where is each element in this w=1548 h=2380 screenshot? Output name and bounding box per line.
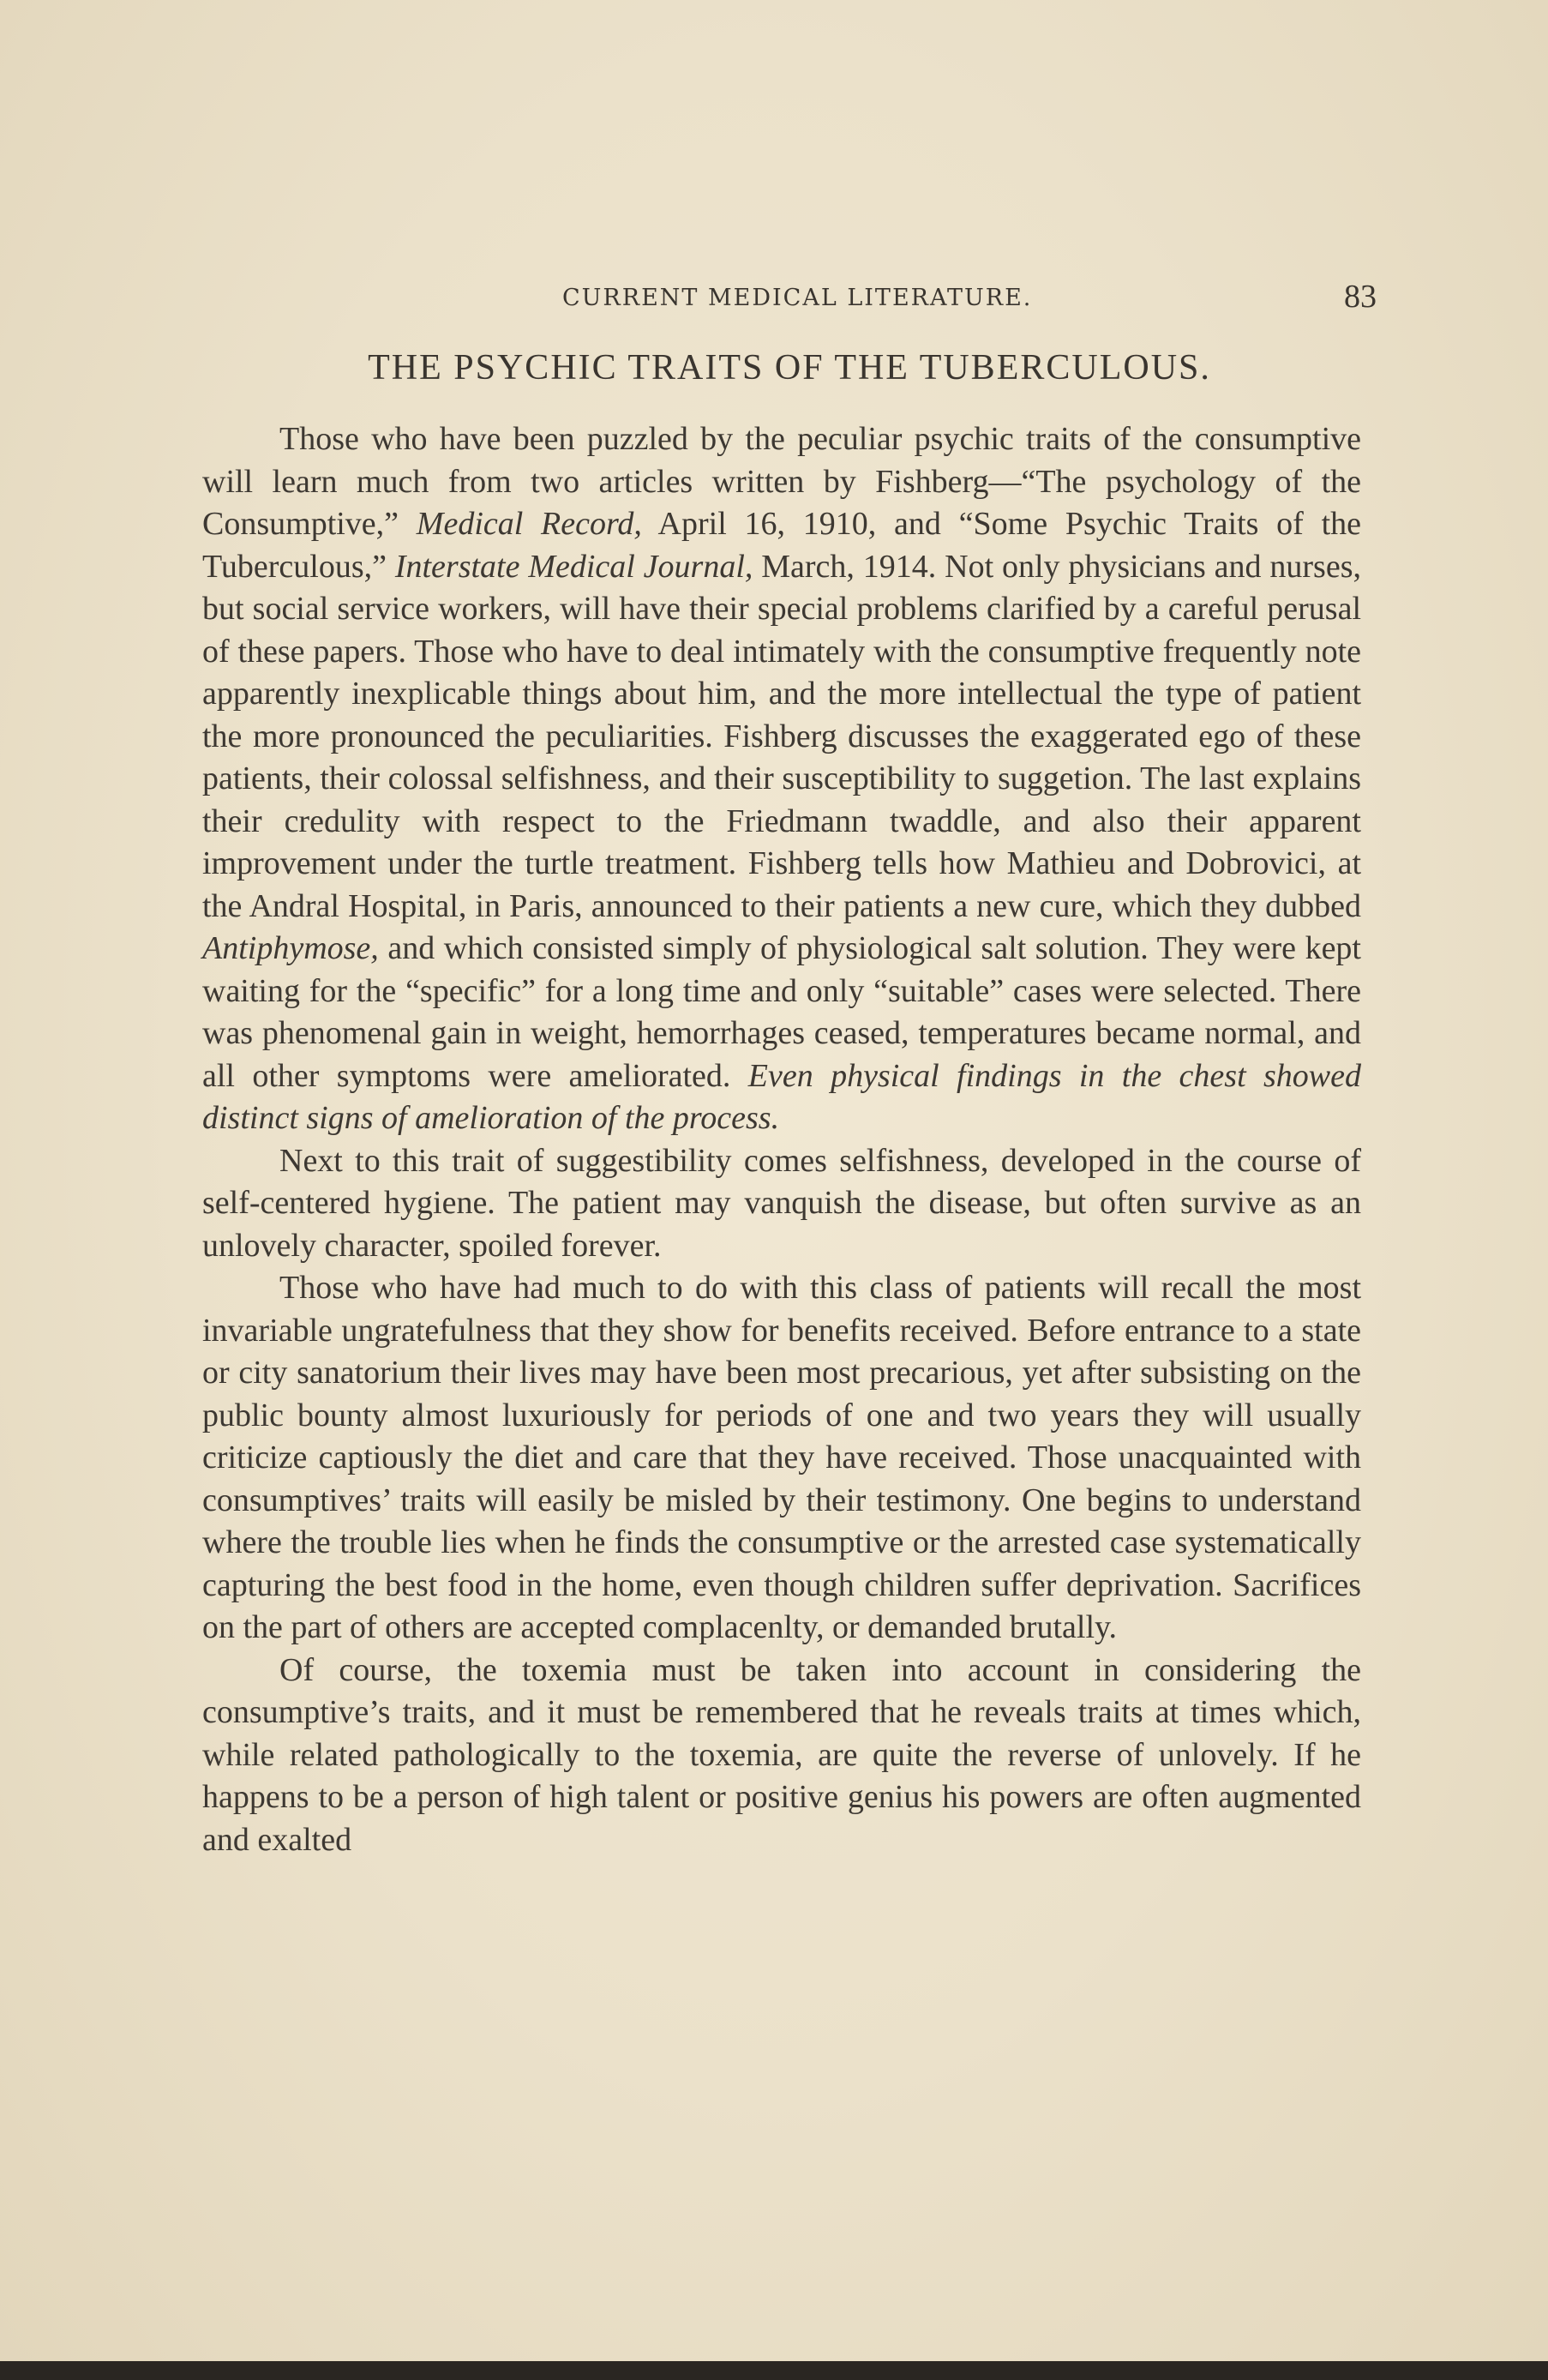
paragraph-1 [202, 418, 1361, 1140]
citation-interstate-medical-journal: Interstate Medical Journal, [394, 548, 753, 585]
page-number: 83 [1344, 279, 1377, 315]
article-title: THE PSYCHIC TRAITS OF THE TUBERCULOUS. [368, 348, 1211, 388]
page-header [202, 276, 1377, 319]
paragraph-2: Next to this trait of suggestibility comes selfishness, developed in the course of self-centered hygiene. The patient may vanquish the disease, but often survive as an unlovely character, spoiled forever. [202, 1142, 1361, 1264]
paragraph-1-text-c: March, 1914. Not only physicians and nurses, but social service workers, will have their special problems clarified by a careful perusal of these papers. Those who have to deal intimately with the consumptive frequently note apparently inexplicable things about him, and the more intellectual the type of patient the more pronounced the peculiarities. Fishberg discusses the exaggerated ego of these patients, their colossal selfishness, and their susceptibility to suggetion. The last explains their credulity with respect to the Friedmann twaddle, and also their apparent improvement under the turtle treatment. Fishberg tells how Mathieu and Dobrovici, at the Andral Hospital, in Paris, announced to their patients a new cure, which they dubbed [202, 548, 1361, 924]
term-antiphymose: Antiphymose, [202, 930, 379, 966]
article-body [202, 418, 1361, 1861]
paragraph-4: Of course, the toxemia must be taken into account in considering the consumptive’s traits, and it must be remembered that he reveals traits at times which, while related pathologically to the toxemia, are quite the reverse of unlovely. If he happens to be a person of high talent or positive genius his powers are often augmented and exalted [202, 1651, 1361, 1858]
paragraph-1-text-b: April 16, 1910, and “Some Psychic Traits of the Tuberculous,” [202, 506, 1362, 585]
paragraph-1-text-a: Those who have been puzzled by the peculiar psychic traits of the consumptive will learn much from two articles written by Fishberg—“The psychology of the Consumptive,” [202, 421, 1361, 542]
citation-medical-record: Medical Record, [416, 506, 642, 542]
running-head: CURRENT MEDICAL LITERATURE. [562, 285, 1033, 311]
paragraph-3: Those who have had much to do with this class of patients will recall the most invariable ungratefulness that they show for benefits received. Before entrance to a state or city sanatorium their lives may have been most precarious, yet after subsisting on the public bounty almost luxuriously for periods of one and two years they will usually criticize captiously the diet and care that they have received. Those unacquainted with consumptives’ traits will easily be misled by their testimony. One begins to understand where the trouble lies when he finds the consumptive or the arrested case systematically capturing the best food in the home, even though children suffer deprivation. Sacrifices on the part of others are accepted complacenlty, or demanded brutally. [202, 1270, 1361, 1645]
scan-edge [0, 2361, 1548, 2380]
italic-findings-sentence: Even physical findings in the chest showed distinct signs of amelioration of the process. [202, 1057, 1361, 1136]
paragraph-1-text-d: and which consisted simply of physiological salt solution. They were kept waiting for the “specific” for a long time and only “suitable” cases were selected. There was phenomenal gain in weight, hemorrhages ceased, temperatures became normal, and all other symptoms were ameliorated. [202, 930, 1361, 1094]
